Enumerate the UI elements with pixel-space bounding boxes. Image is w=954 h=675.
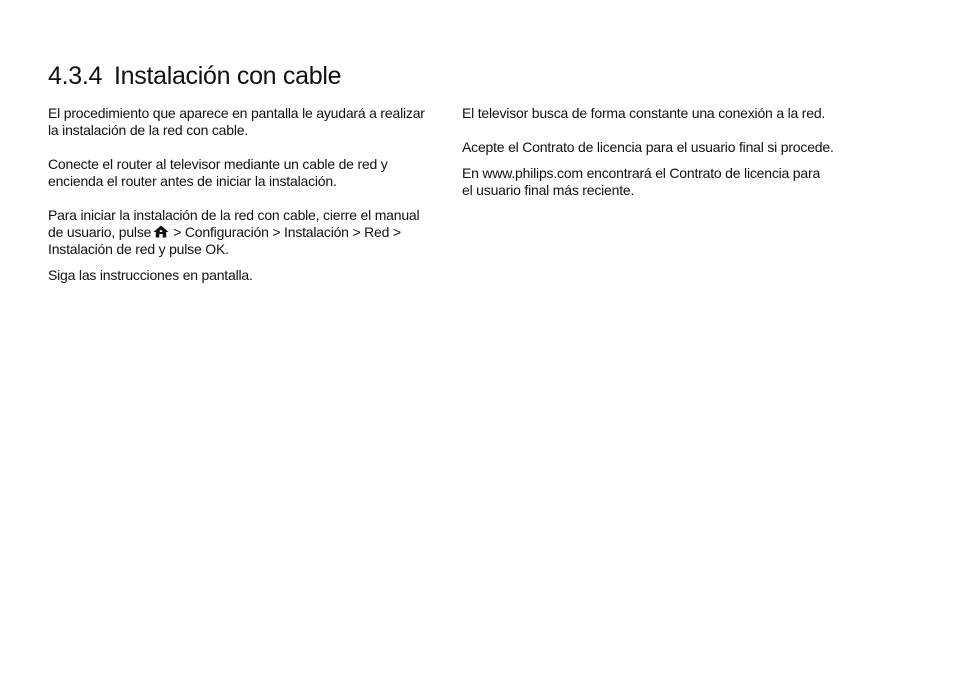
instruction-text-start: Para iniciar la instalación de la red con cable, cierre el manual de usuario, pulse: [48, 207, 420, 240]
paragraph-license-website: En www.philips.com encontrará el Contrato de licencia para el usuario final más reciente.: [462, 165, 821, 198]
paragraph-connect-router: Conecte el router al televisor mediante un cable de red y encienda el router antes de iniciar la instalación.: [48, 156, 388, 189]
paragraph-start-installation: [48, 207, 432, 258]
home-icon: [153, 225, 169, 238]
left-column: [48, 105, 432, 284]
section-title: Instalación con cable: [114, 62, 342, 90]
paragraph-tv-search: El televisor busca de forma constante una conexión a la red.: [462, 105, 826, 121]
section-heading: [48, 60, 341, 92]
paragraph-follow-instructions: Siga las instrucciones en pantalla.: [48, 267, 253, 283]
paragraph-procedure: El procedimiento que aparece en pantalla le ayudará a realizar la instalación de la red con cable.: [48, 105, 425, 138]
section-number: 4.3.4: [48, 62, 103, 90]
instruction-text-path: > Configuración > Instalación > Red > Instalación de red y pulse OK.: [48, 224, 401, 257]
right-column: [462, 105, 834, 199]
paragraph-license-accept: Acepte el Contrato de licencia para el usuario final si procede.: [462, 139, 834, 155]
